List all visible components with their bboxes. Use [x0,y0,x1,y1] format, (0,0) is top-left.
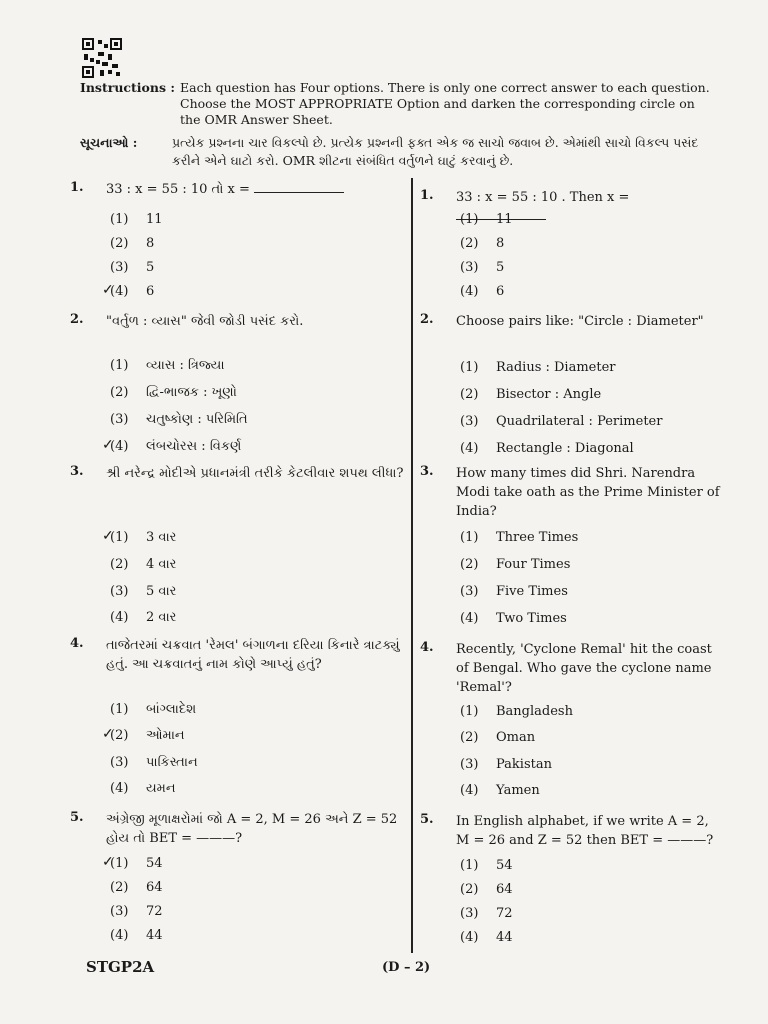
option-text: 4 વાર [146,557,177,572]
option-number: (3) [110,412,129,427]
option-text: 72 [496,906,513,921]
option-number: (1) [460,530,479,545]
option-text: Quadrilateral : Perimeter [496,414,663,429]
option-text: 8 [146,236,155,251]
question-number: 1. [70,180,84,195]
option-4 [460,783,540,798]
option-number: (3) [460,906,479,921]
option-2 [460,387,601,402]
tick-mark-icon: ✓ [102,528,114,544]
option-text: 64 [496,882,513,897]
question-text-content: In English alphabet, if we write A = 2, M = 26 and Z = 52 then BET = ———? [456,814,714,848]
option-number: (3) [460,757,479,772]
question-text-content: તાજેતરમાં ચક્રવાત 'રેમલ' બંગાળના દરિયા કિનારે ત્રાટક્યું હતું. આ ચક્રવાતનું નામ કોણે આપ્યું હતું? [106,638,400,672]
option-4 [110,928,163,943]
option-1 [460,360,616,375]
option-text: યમન [146,781,176,796]
question-number: 4. [70,636,84,651]
option-number: (2) [460,236,479,251]
question-text [106,312,405,331]
qr-code-icon [82,38,122,78]
option-1 [460,212,513,227]
option-4 [110,781,176,796]
option-1 [460,530,578,545]
option-number: (1) [460,704,479,719]
option-text: 2 વાર [146,610,177,625]
question-text-content: "વર્તુળ : વ્યાસ" જેવી જોડી પસંદ કરો. [106,314,304,329]
option-2 [460,730,535,745]
question-text [106,180,405,199]
instructions-label: Instructions : [80,80,175,95]
option-number: (1) [460,212,479,227]
option-1 [110,358,225,373]
option-4 [460,611,567,626]
option-text: Radius : Diameter [496,360,616,375]
option-2 [460,557,570,572]
option-text: 54 [496,858,513,873]
option-number: (2) [460,387,479,402]
option-3 [460,757,552,772]
option-3 [460,906,513,921]
option-number: (3) [110,904,129,919]
option-number: (4) [110,284,129,299]
option-1 [460,858,513,873]
option-2 [110,236,154,251]
option-1 [110,702,196,717]
option-text: Two Times [496,611,567,626]
question-text [456,640,720,697]
option-text: Bisector : Angle [496,387,602,402]
option-number: (1) [460,360,479,375]
option-text: ઓમાન [146,728,185,743]
option-4 [460,441,634,456]
option-text: 11 [146,212,163,227]
option-text: 6 [146,284,155,299]
option-number: (4) [460,930,479,945]
option-4 [102,282,155,299]
option-text: 5 [146,260,155,275]
option-number: (2) [460,730,479,745]
answer-blank [254,182,344,193]
option-text: Four Times [496,557,571,572]
option-text: 44 [146,928,163,943]
question-text [106,636,405,674]
tick-mark-icon: ✓ [102,282,114,298]
option-text: 6 [496,284,505,299]
question-number: 5. [420,812,434,827]
question-number: 2. [420,312,434,327]
option-text: 3 વાર [146,530,177,545]
option-text: Five Times [496,584,568,599]
option-number: (1) [110,702,129,717]
option-number: (2) [110,236,129,251]
question-number: 2. [70,312,84,327]
option-text: 5 વાર [146,584,177,599]
option-number: (4) [110,781,129,796]
option-1 [102,528,177,545]
option-text: Yamen [496,783,540,798]
instructions-text: Each question has Four options. There is only one correct answer to each question. Choose the MOST APPROPRIATE Option and darken the corresponding circle on the OMR Answer Sheet. [180,80,710,127]
tick-mark-icon: ✓ [102,854,114,870]
option-3 [460,260,504,275]
option-number: (4) [110,928,129,943]
question-number: 3. [420,464,434,479]
tick-mark-icon: ✓ [102,726,114,742]
option-text: ચતુષ્કોણ : પરિમિતિ [146,412,248,427]
option-number: (3) [110,755,129,770]
page-number: (D – 2) [382,960,431,975]
option-number: (1) [110,530,129,545]
option-1 [102,854,163,871]
option-4 [102,437,242,454]
option-number: (2) [110,557,129,572]
question-text [456,312,720,331]
booklet-code: STGP2A [86,958,155,976]
option-text: વ્યાસ : ત્રિજ્યા [146,358,225,373]
option-text: 44 [496,930,513,945]
question-text-content: અંગ્રેજી મૂળાક્ષરોમાં જો A = 2, M = 26 અને Z = 52 હોય તો BET = ———? [106,812,398,846]
option-4 [460,930,513,945]
option-1 [460,704,573,719]
option-2 [460,882,513,897]
option-number: (4) [460,783,479,798]
option-text: લંબચોરસ : વિકર્ણ [146,439,242,454]
option-3 [460,414,662,429]
question-number: 3. [70,464,84,479]
question-number: 1. [420,188,434,203]
option-3 [460,584,568,599]
question-text [456,812,720,850]
option-number: (2) [110,385,129,400]
option-number: (3) [460,414,479,429]
question-text-content: Choose pairs like: "Circle : Diameter" [456,314,704,329]
option-number: (1) [460,858,479,873]
option-2 [110,880,163,895]
option-text: 11 [496,212,513,227]
option-text: બાંગ્લાદેશ [146,702,197,717]
option-2 [460,236,504,251]
instructions-en [80,80,720,128]
option-number: (4) [460,284,479,299]
option-number: (2) [110,880,129,895]
option-text: 72 [146,904,163,919]
option-text: Bangladesh [496,704,573,719]
question-text [106,464,405,483]
option-text: 5 [496,260,505,275]
question-text-content: 33 : x = 55 : 10 તો x = [106,182,255,197]
option-4 [460,284,504,299]
instructions-gu-text: પ્રત્યેક પ્રશ્નના ચાર વિકલ્પો છે. પ્રત્યેક પ્રશ્નની ફક્ત એક જ સાચો જવાબ છે. એમાંથી સાચો વિકલ્પ પસંદ કરીને એને ઘાટો કરો. OMR શીટના સંબંધિત વર્તુળને ઘાટું કરવાનું છે. [172,135,699,168]
option-3 [110,412,248,427]
option-3 [110,755,198,770]
option-text: Three Times [496,530,579,545]
question-text [106,810,405,848]
question-text-content: શ્રી નરેન્દ્ર મોદીએ પ્રધાનમંત્રી તરીકે કેટલીવાર શપથ લીધા? [106,466,404,481]
option-number: (1) [110,856,129,871]
option-text: Pakistan [496,757,552,772]
question-text-content: Recently, 'Cyclone Remal' hit the coast of Bengal. Who gave the cyclone name 'Remal'? [456,642,712,695]
question-number: 4. [420,640,434,655]
option-number: (2) [460,557,479,572]
option-3 [110,904,163,919]
question-number: 5. [70,810,84,825]
question-text [456,464,720,521]
option-number: (3) [110,584,129,599]
option-number: (1) [110,358,129,373]
option-text: દ્વિ-ભાજક : ખૂણો [146,385,237,400]
question-text-content: 33 : x = 55 : 10 . Then x = [456,190,630,205]
option-number: (1) [110,212,129,227]
option-number: (3) [460,260,479,275]
option-number: (4) [110,610,129,625]
instructions-gu-label: સૂચનાઓ : [80,135,138,150]
option-1 [110,212,163,227]
tick-mark-icon: ✓ [102,437,114,453]
question-text-content: How many times did Shri. Narendra Modi take oath as the Prime Minister of India? [456,466,720,519]
option-number: (2) [110,728,129,743]
column-divider [411,178,413,953]
option-3 [110,260,154,275]
option-2 [110,557,176,572]
option-text: 54 [146,856,163,871]
option-number: (4) [110,439,129,454]
option-2 [102,726,185,743]
option-text: Rectangle : Diagonal [496,441,634,456]
option-number: (2) [460,882,479,897]
option-number: (4) [460,441,479,456]
option-number: (3) [110,260,129,275]
option-number: (4) [460,611,479,626]
instructions-gu [80,134,720,170]
option-4 [110,610,176,625]
option-text: 8 [496,236,505,251]
option-text: Oman [496,730,536,745]
option-2 [110,385,237,400]
option-3 [110,584,176,599]
option-text: 64 [146,880,163,895]
option-number: (3) [460,584,479,599]
option-text: પાકિસ્તાન [146,755,198,770]
